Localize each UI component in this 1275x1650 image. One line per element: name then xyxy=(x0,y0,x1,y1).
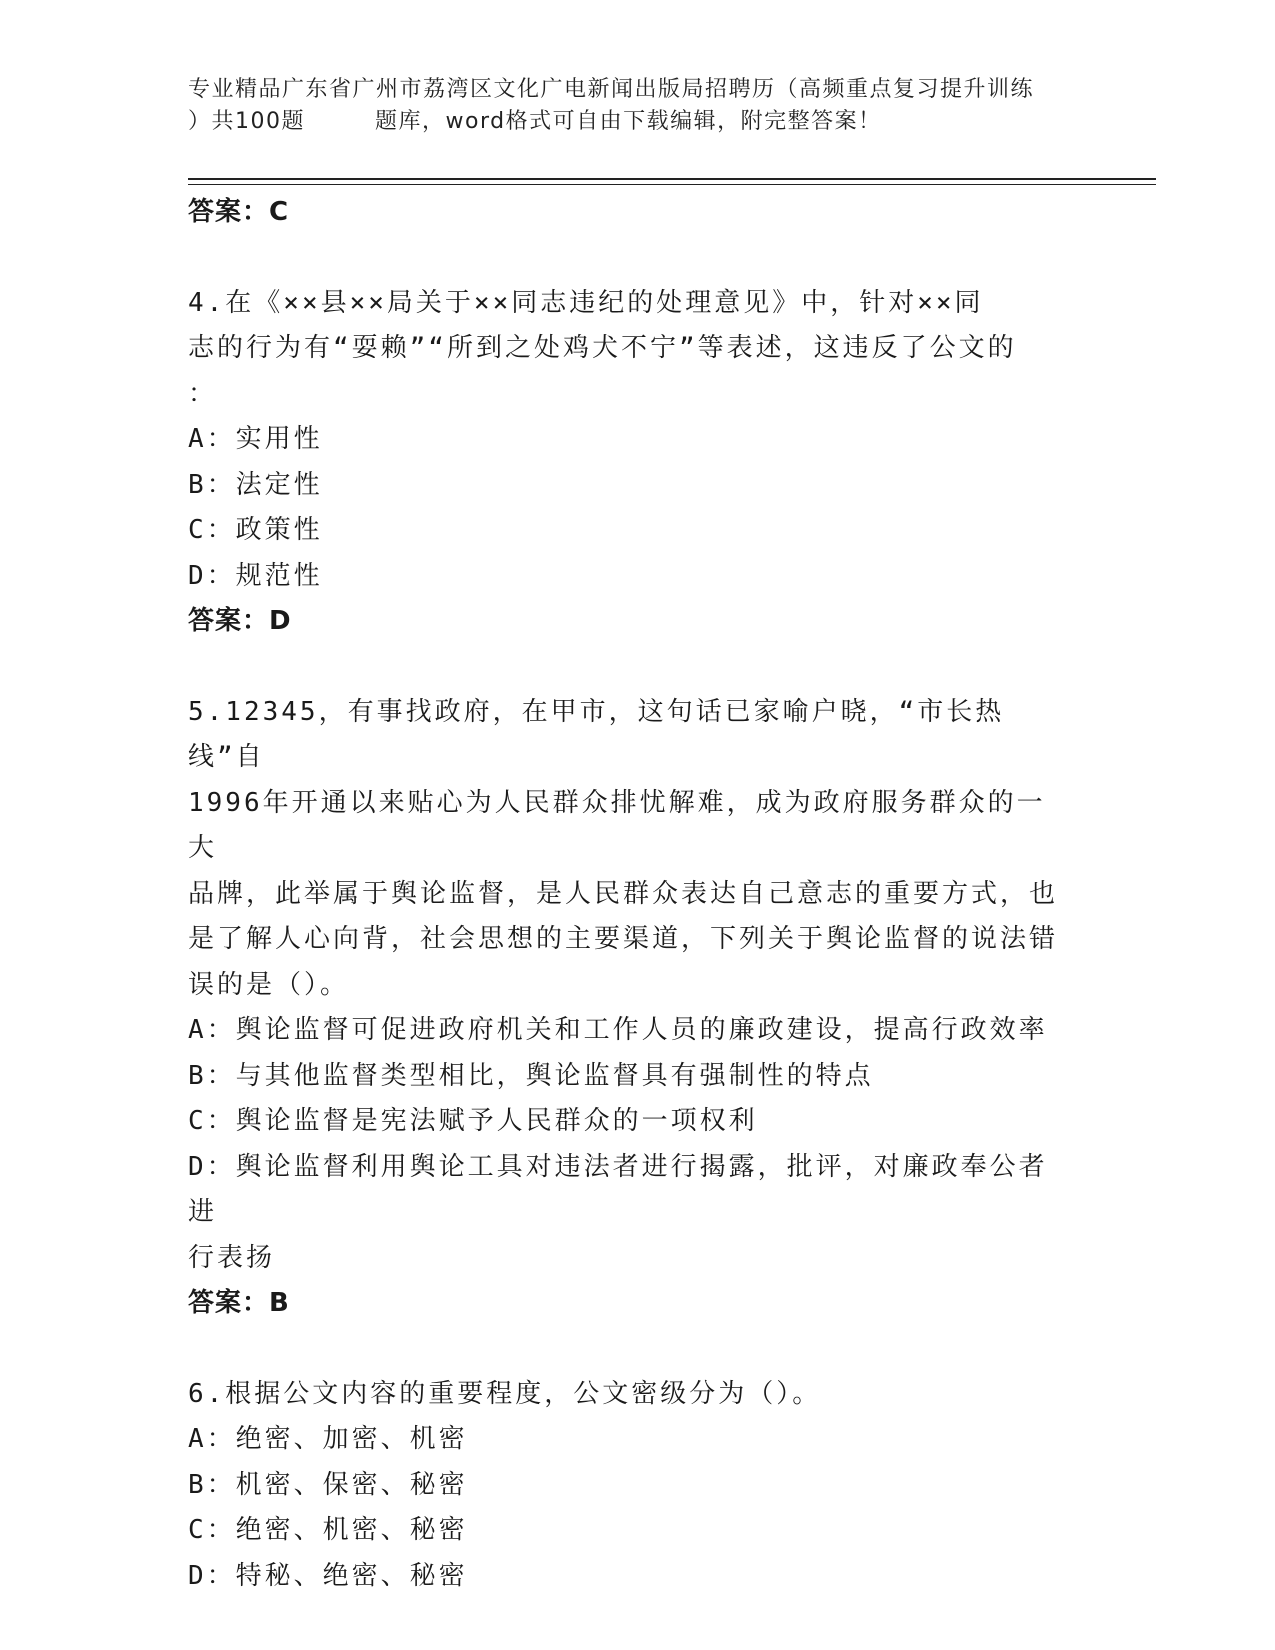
header-subtitle: 题库，word格式可自由下载编辑，附完整答案！ xyxy=(375,109,882,134)
question-text-line: 6.根据公文内容的重要程度，公文密级分为（）。 xyxy=(188,1378,822,1409)
option-b: B：法定性 xyxy=(188,469,323,500)
option-c: C：绝密、机密、秘密 xyxy=(188,1515,468,1545)
option-d: D：特秘、绝密、秘密 xyxy=(188,1560,468,1591)
option-d: D：舆论监督利用舆论工具对违法者进行揭露，批评，对廉政奉公者进 xyxy=(188,1151,1048,1227)
question-text-line: 1996年开通以来贴心为人民群众排忧解难，成为政府服务群众的一大 xyxy=(188,787,1046,863)
option-b: B：与其他监督类型相比，舆论监督具有强制性的特点 xyxy=(188,1060,874,1091)
question-4 xyxy=(188,281,1068,645)
question-text-line: 5.12345，有事找政府，在甲市，这句话已家喻户晓，“市长热线”自 xyxy=(188,696,1005,772)
option-a: A：实用性 xyxy=(188,424,323,454)
option-b: B：机密、保密、秘密 xyxy=(188,1469,468,1500)
question-text-line: 志的行为有“耍赖”“所到之处鸡犬不宁”等表述，这违反了公文的 xyxy=(188,333,1017,363)
option-d: D：规范性 xyxy=(188,560,323,591)
header-divider-thin xyxy=(188,184,1156,185)
option-a: A：绝密、加密、机密 xyxy=(188,1424,468,1454)
question-text-line: 误的是（）。 xyxy=(188,969,350,1000)
answer-q5: 答案：B xyxy=(188,1288,290,1318)
header-count: ）共100题 xyxy=(188,109,305,134)
option-c: C：政策性 xyxy=(188,515,323,545)
question-5 xyxy=(188,690,1068,1327)
document-body xyxy=(188,190,1068,1599)
option-c: C：舆论监督是宪法赋予人民群众的一项权利 xyxy=(188,1106,758,1136)
option-d-continued: 行表扬 xyxy=(188,1242,276,1273)
question-text-line: 是了解人心向背，社会思想的主要渠道，下列关于舆论监督的说法错 xyxy=(188,924,1059,954)
header-divider-thick xyxy=(188,178,1156,180)
option-a: A：舆论监督可促进政府机关和工作人员的廉政建设，提高行政效率 xyxy=(188,1015,1048,1045)
question-text-line: ： xyxy=(188,378,218,409)
question-6 xyxy=(188,1372,1068,1600)
answer-q3: 答案：C xyxy=(188,197,290,227)
header-title-line2 xyxy=(188,106,1088,138)
header-title-line1: 专业精品广东省广州市荔湾区文化广电新闻出版局招聘历（高频重点复习提升训练 xyxy=(188,77,1035,102)
page-header xyxy=(188,74,1088,138)
question-text-line: 4.在《××县××局关于××同志违纪的处理意见》中，针对××同 xyxy=(188,287,984,318)
answer-q4: 答案：D xyxy=(188,606,292,636)
question-text-line: 品牌，此举属于舆论监督，是人民群众表达自己意志的重要方式，也 xyxy=(188,878,1059,909)
